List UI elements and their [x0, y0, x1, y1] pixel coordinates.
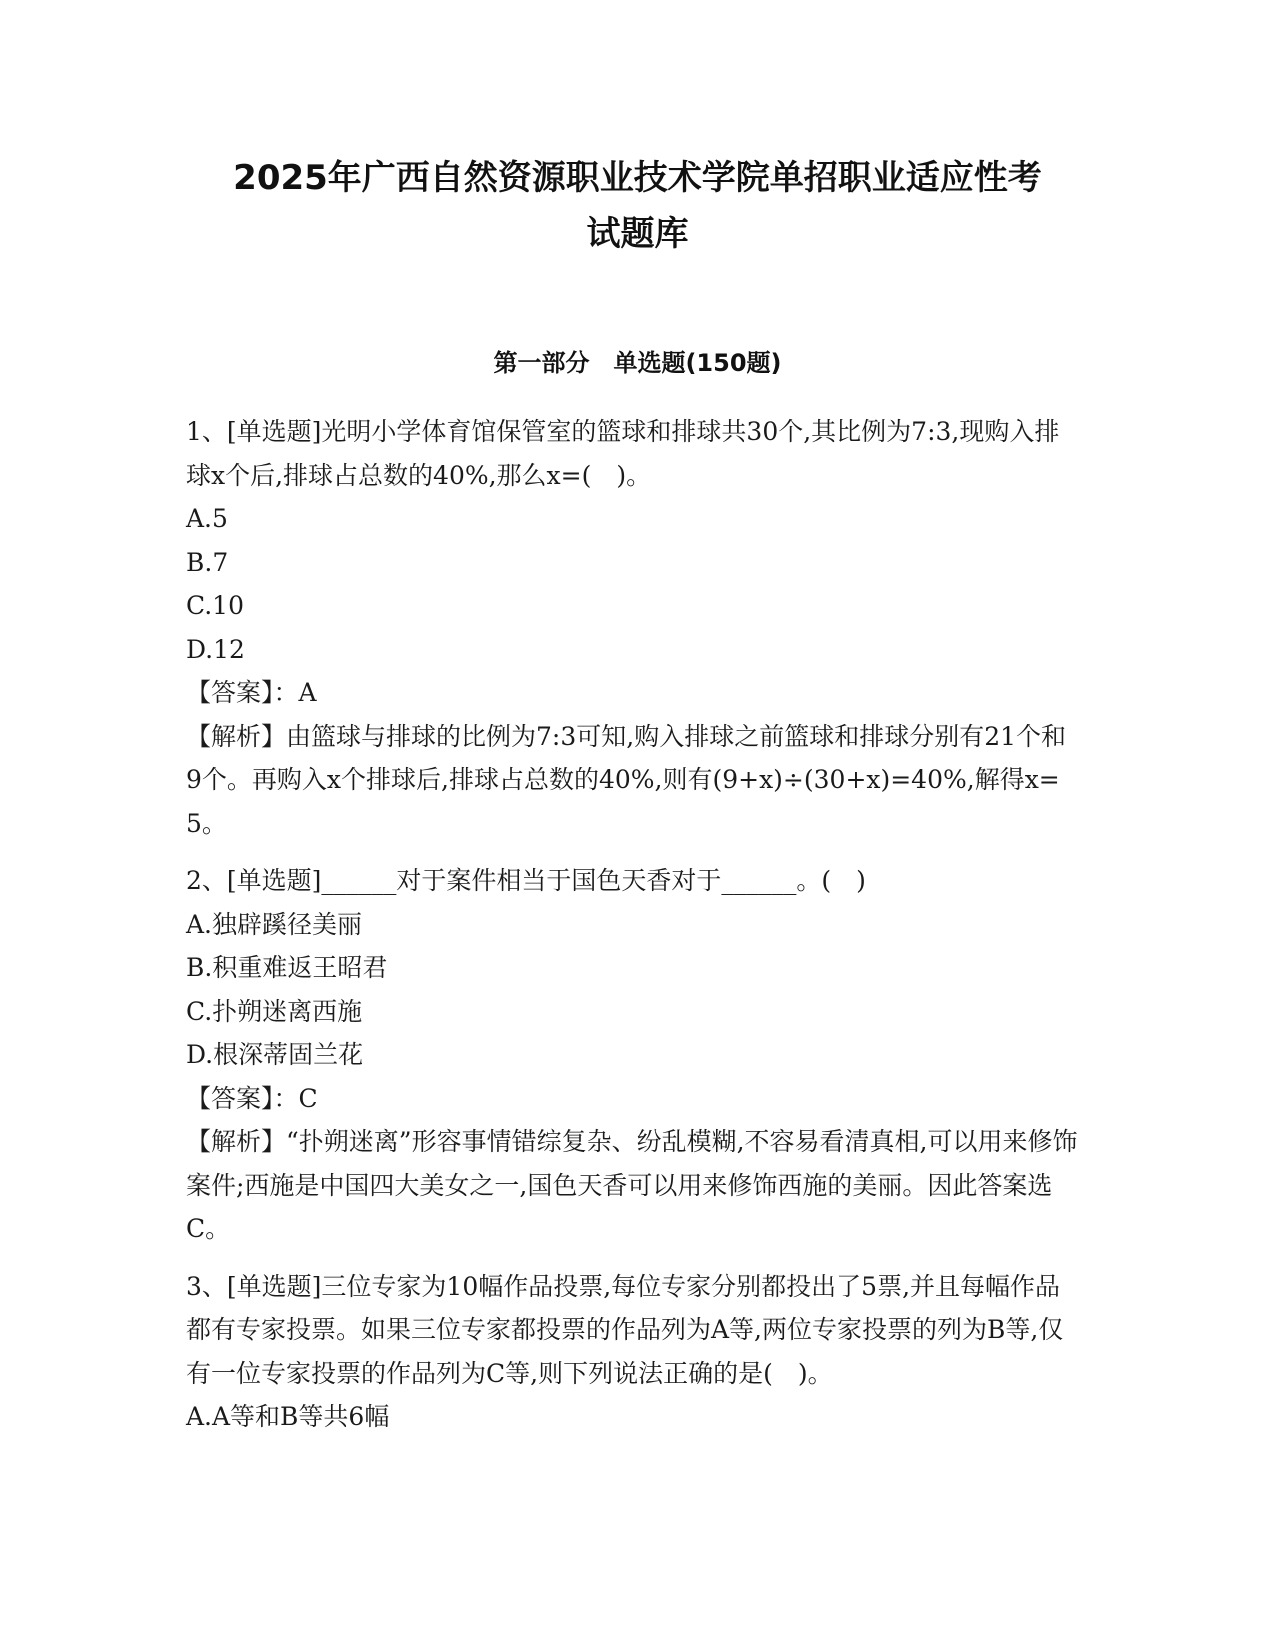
analysis-text: “扑朔迷离”形容事情错综复杂、纷乱模糊,不容易看清真相,可以用来修饰案件;西施是中国四大美女之一,国色天香可以用来修饰西施的美丽。因此答案选C。	[186, 1127, 1078, 1243]
option-d: D.根深蒂固兰花	[186, 1040, 364, 1069]
answer-line	[186, 1077, 1081, 1121]
answer-label: 【答案】：	[186, 1083, 299, 1113]
question-1	[186, 410, 1081, 845]
question-2	[186, 859, 1081, 1251]
option-c: C.扑朔迷离西施	[186, 996, 363, 1026]
option-c: C.10	[186, 591, 244, 620]
option-b: B.7	[186, 547, 229, 577]
question-3	[186, 1265, 1081, 1439]
title-line-2: 试题库	[586, 214, 689, 254]
document-title	[190, 150, 1085, 262]
answer-label: 【答案】：	[186, 678, 299, 707]
option-b: B.积重难返王昭君	[186, 953, 388, 982]
answer-value: A	[298, 678, 317, 707]
option-a: A.A等和B等共6幅	[186, 1402, 390, 1431]
option-a: A.5	[186, 504, 228, 533]
section-heading: 第一部分 单选题(150题)	[493, 349, 782, 377]
analysis-label: 【解析】	[186, 1127, 287, 1156]
analysis-label: 【解析】	[186, 721, 287, 751]
analysis-text: 由篮球与排球的比例为7:3可知,购入排球之前篮球和排球分别有21个和9个。再购入x个排球后,排球占总数的40%,则有(9+x)÷(30+x)=40%,解得x=5。	[186, 721, 1067, 838]
question-stem: 1、[单选题]光明小学体育馆保管室的篮球和排球共30个,其比例为7:3,现购入排球x个后,排球占总数的40%,那么x=( )。	[186, 417, 1060, 490]
option-d: D.12	[186, 634, 245, 664]
question-list	[186, 410, 1081, 1453]
title-line-1: 2025年广西自然资源职业技术学院单招职业适应性考	[233, 158, 1042, 198]
answer-value: C	[298, 1083, 318, 1113]
option-a: A.独辟蹊径美丽	[186, 909, 363, 939]
analysis-line	[186, 715, 1081, 846]
question-stem: 3、[单选题]三位专家为10幅作品投票,每位专家分别都投出了5票,并且每幅作品都有专家投票。如果三位专家都投票的作品列为A等,两位专家投票的列为B等,仅有一位专家投票的作品列为C等,则下列说法正确的是( )。	[186, 1271, 1064, 1388]
answer-line	[186, 671, 1081, 715]
question-stem: 2、[单选题]______对于案件相当于国色天香对于______。( )	[186, 866, 866, 895]
analysis-line	[186, 1120, 1081, 1251]
